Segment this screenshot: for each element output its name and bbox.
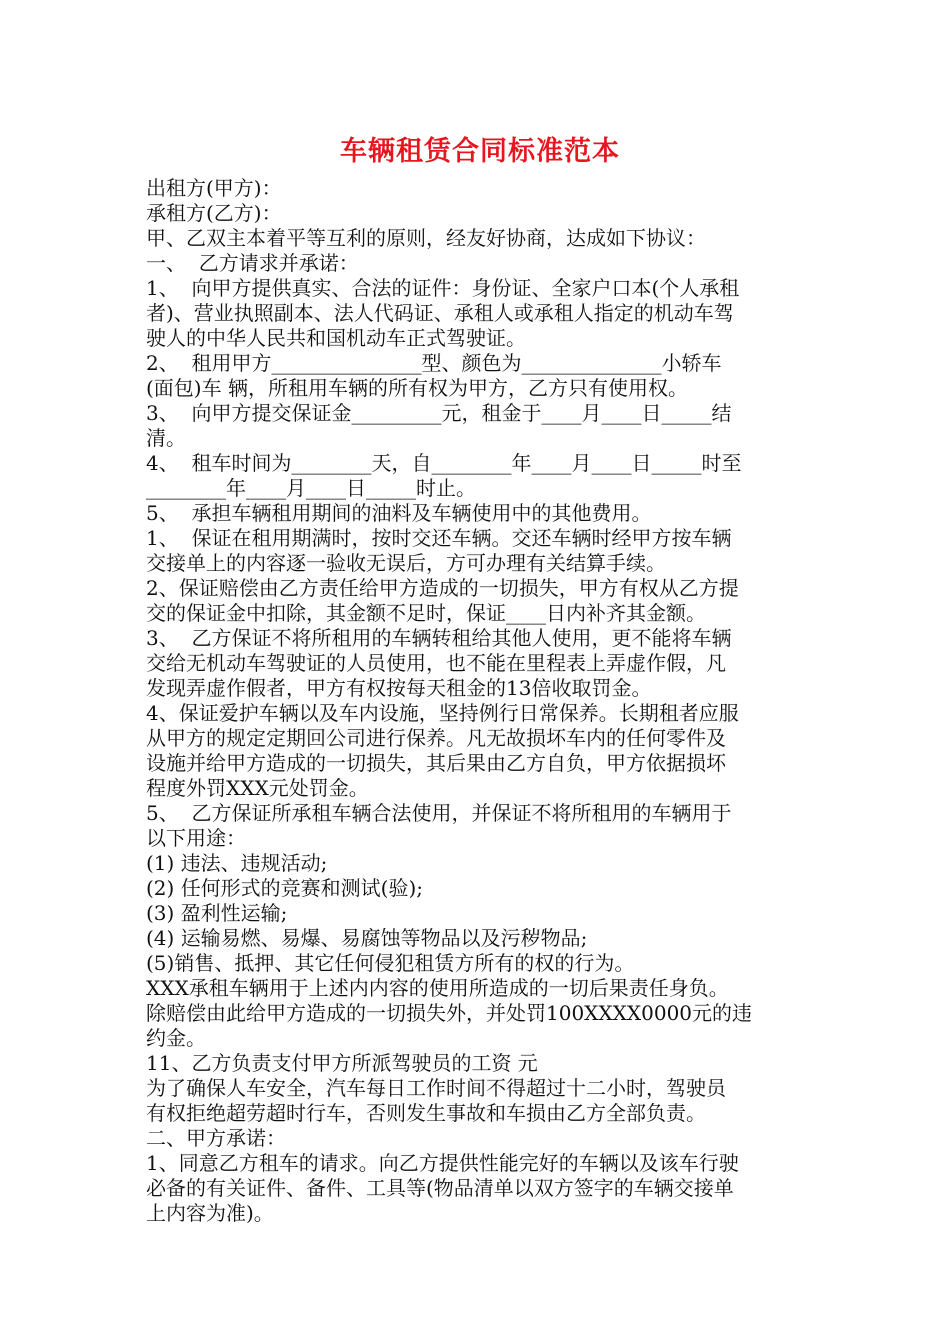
body-line: XXX承租车辆用于上述内内容的使用所造成的一切后果责任身负。 [146, 976, 729, 1000]
body-line: 发现弄虚作假者，甲方有权按每天租金的13倍收取罚金。 [146, 676, 652, 700]
body-line: 为了确保人车安全，汽车每日工作时间不得超过十二小时，驾驶员 [146, 1076, 726, 1100]
body-line: 1、 保证在租用期满时，按时交还车辆。交还车辆时经甲方按车辆 [146, 526, 732, 550]
body-line: 二、甲方承诺： [146, 1126, 286, 1150]
document-body [146, 176, 814, 1226]
body-line: (面包)车 辆，所租用车辆的所有权为甲方，乙方只有使用权。 [146, 376, 688, 400]
body-line: 交给无机动车驾驶证的人员使用，也不能在里程表上弄虚作假，凡 [146, 651, 726, 675]
body-line: 以下用途： [146, 826, 246, 850]
body-line: 11、乙方负责支付甲方所派驾驶员的工资 元 [146, 1051, 538, 1075]
document-title: 车辆租赁合同标准范本 [340, 136, 620, 167]
body-line: 承租方(乙方)： [146, 201, 282, 225]
body-line: 1、 向甲方提供真实、合法的证件：身份证、全家户口本(个人承租 [146, 276, 740, 300]
body-line: 4、 租车时间为________天，自________年____月____日_____时至 [146, 451, 742, 475]
body-line: (2) 任何形式的竞赛和测试(验); [146, 876, 424, 900]
body-line: 清。 [146, 426, 186, 450]
body-line: 一、 乙方请求并承诺： [146, 251, 359, 275]
body-line: 上内容为准)。 [146, 1201, 274, 1225]
body-line: 除赔偿由此给甲方造成的一切损失外，并处罚100XXXX0000元的违 [146, 1001, 753, 1025]
body-line: (5)销售、抵押、其它任何侵犯租赁方所有的权的行为。 [146, 951, 635, 975]
body-line: 出租方(甲方)： [146, 176, 282, 200]
body-line: 者)、营业执照副本、法人代码证、承租人或承租人指定的机动车驾 [146, 301, 734, 325]
body-line: 1、同意乙方租车的请求。向乙方提供性能完好的车辆以及该车行驶 [146, 1151, 739, 1175]
body-line: 5、 承担车辆租用期间的油料及车辆使用中的其他费用。 [146, 501, 652, 525]
body-line: 从甲方的规定定期回公司进行保养。凡无故损坏车内的任何零件及 [146, 726, 726, 750]
body-line: 程度外罚XXX元处罚金。 [146, 776, 369, 800]
body-line: 甲、乙双主本着平等互利的原则，经友好协商，达成如下协议： [146, 226, 706, 250]
body-line: 设施并给甲方造成的一切损失，其后果由乙方自负，甲方依据损坏 [146, 751, 726, 775]
body-line: (3) 盈利性运输; [146, 901, 288, 925]
body-line: 3、 向甲方提交保证金_________元，租金于____月____日_____结 [146, 401, 732, 425]
body-line: 2、保证赔偿由乙方责任给甲方造成的一切损失，甲方有权从乙方提 [146, 576, 739, 600]
body-line: 交的保证金中扣除，其金额不足时，保证____日内补齐其金额。 [146, 601, 706, 625]
body-line: 3、 乙方保证不将所租用的车辆转租给其他人使用，更不能将车辆 [146, 626, 732, 650]
body-line: 4、保证爱护车辆以及车内设施，坚持例行日常保养。长期租者应服 [146, 701, 739, 725]
body-line: 驶人的中华人民共和国机动车正式驾驶证。 [146, 326, 526, 350]
body-line: 约金。 [146, 1026, 206, 1050]
body-line: (4) 运输易燃、易爆、易腐蚀等物品以及污秽物品; [146, 926, 588, 950]
body-line: 5、 乙方保证所承租车辆合法使用，并保证不将所租用的车辆用于 [146, 801, 732, 825]
document-page [146, 128, 814, 1226]
body-line: 2、 租用甲方_______________型、颜色为______________小轿车 [146, 351, 722, 375]
body-line: (1) 违法、违规活动; [146, 851, 328, 875]
body-line: 交接单上的内容逐一验收无误后，方可办理有关结算手续。 [146, 551, 666, 575]
body-line: ________年____月____日_____时止。 [146, 476, 476, 500]
body-line: 有权拒绝超劳超时行车，否则发生事故和车损由乙方全部负责。 [146, 1101, 706, 1125]
body-line: 必备的有关证件、备件、工具等(物品清单以双方签字的车辆交接单 [146, 1176, 734, 1200]
